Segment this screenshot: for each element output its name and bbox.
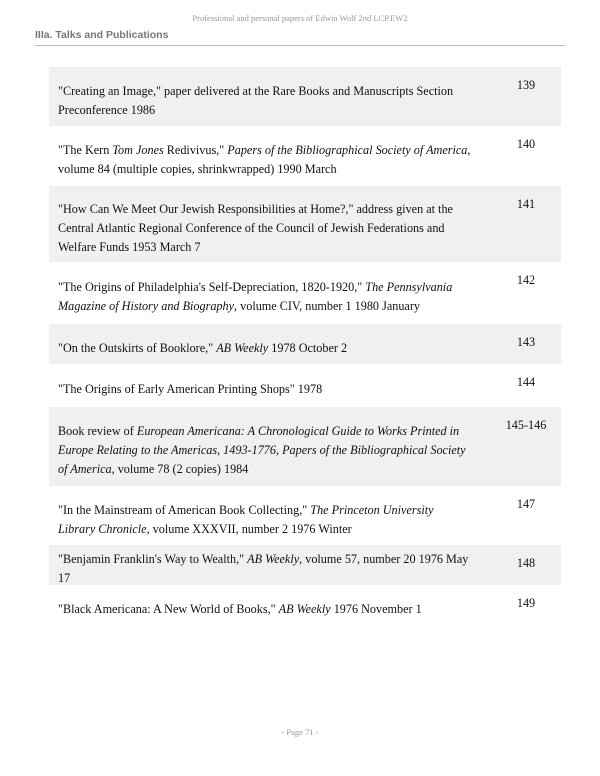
item-text: , volume XXXVII, number 2 1976 Winter xyxy=(146,521,352,536)
item-description xyxy=(58,270,471,316)
folder-number: 143 xyxy=(516,335,536,349)
item-text: "In the Mainstream of American Book Collecting," xyxy=(58,502,311,517)
list-item xyxy=(49,186,561,262)
italic-title: European Americana: A Chronological Guide to Works Printed in Europe Relating to the Americas, 1493-1776, Papers of the Bibliographical Society of America xyxy=(58,424,466,476)
italic-title: The Pennsylvania Magazine of History and Biography xyxy=(58,280,453,313)
italic-title: Papers of the Bibliographical Society of America xyxy=(227,143,468,157)
section-divider xyxy=(35,45,565,46)
folder-number: 144 xyxy=(516,375,536,389)
folder-number: 141 xyxy=(516,197,536,211)
folder-number: 147 xyxy=(516,497,536,511)
list-item xyxy=(49,407,561,486)
item-text: "The Kern xyxy=(58,143,113,157)
item-description xyxy=(58,542,471,588)
section-title: IIIa. Talks and Publications xyxy=(35,29,169,41)
italic-title: AB Weekly xyxy=(247,552,300,566)
item-description xyxy=(58,74,471,120)
item-text: , volume 57, number 20 1976 May 17 xyxy=(58,552,469,585)
item-description xyxy=(58,133,471,179)
folder-number: 148 xyxy=(516,556,536,570)
item-description xyxy=(58,493,471,539)
item-list xyxy=(49,67,561,625)
folder-number: 139 xyxy=(516,78,536,92)
list-item xyxy=(49,486,561,545)
item-text: "The Origins of Early American Printing Shops" 1978 xyxy=(58,382,323,396)
item-text: , volume CIV, number 1 1980 January xyxy=(234,299,420,313)
page-number: - Page 71 - xyxy=(281,727,319,737)
item-description xyxy=(58,331,347,358)
italic-title: The Princeton University Library Chronicle xyxy=(58,502,434,536)
list-item xyxy=(49,67,561,126)
folder-number: 145-146 xyxy=(505,418,547,432)
item-description xyxy=(58,414,471,479)
item-description xyxy=(58,372,322,399)
item-text: Redivivus," xyxy=(163,143,228,157)
italic-title: AB Weekly xyxy=(278,601,331,616)
item-text: "Benjamin Franklin's Way to Wealth," xyxy=(58,552,248,566)
collection-header: Professional and personal papers of Edwin Wolf 2nd LCP.EW2 xyxy=(192,13,408,23)
italic-title: Tom Jones xyxy=(112,143,164,157)
item-text: Book review of xyxy=(58,424,137,438)
item-text: "On the Outskirts of Booklore," xyxy=(58,340,217,355)
list-item xyxy=(49,262,561,324)
folder-number: 149 xyxy=(516,596,536,610)
list-item xyxy=(49,364,561,407)
item-text: "Black Americana: A New World of Books," xyxy=(58,601,279,616)
italic-title: AB Weekly xyxy=(216,340,269,355)
item-text: "How Can We Meet Our Jewish Responsibilities at Home?," address given at the Central Atlantic Regional Conference of the Council of Jewish Federations and Welfare Funds 1953 March 7 xyxy=(58,201,453,254)
list-item xyxy=(49,126,561,186)
item-text: , volume 78 (2 copies) 1984 xyxy=(111,462,249,476)
item-text: 1976 November 1 xyxy=(330,601,422,616)
item-text: , volume 84 (multiple copies, shrinkwrapped) 1990 March xyxy=(58,143,471,176)
item-text: "The Origins of Philadelphia's Self-Depreciation, 1820-1920," xyxy=(58,280,366,294)
list-item xyxy=(49,324,561,364)
list-item xyxy=(49,585,561,625)
item-text: 1978 October 2 xyxy=(268,340,348,355)
folder-number: 142 xyxy=(516,273,536,287)
item-description xyxy=(58,592,422,619)
folder-number: 140 xyxy=(516,137,536,151)
item-description xyxy=(58,192,471,257)
list-item xyxy=(49,545,561,585)
item-text: "Creating an Image," paper delivered at the Rare Books and Manuscripts Section Preconference 1986 xyxy=(58,83,454,117)
